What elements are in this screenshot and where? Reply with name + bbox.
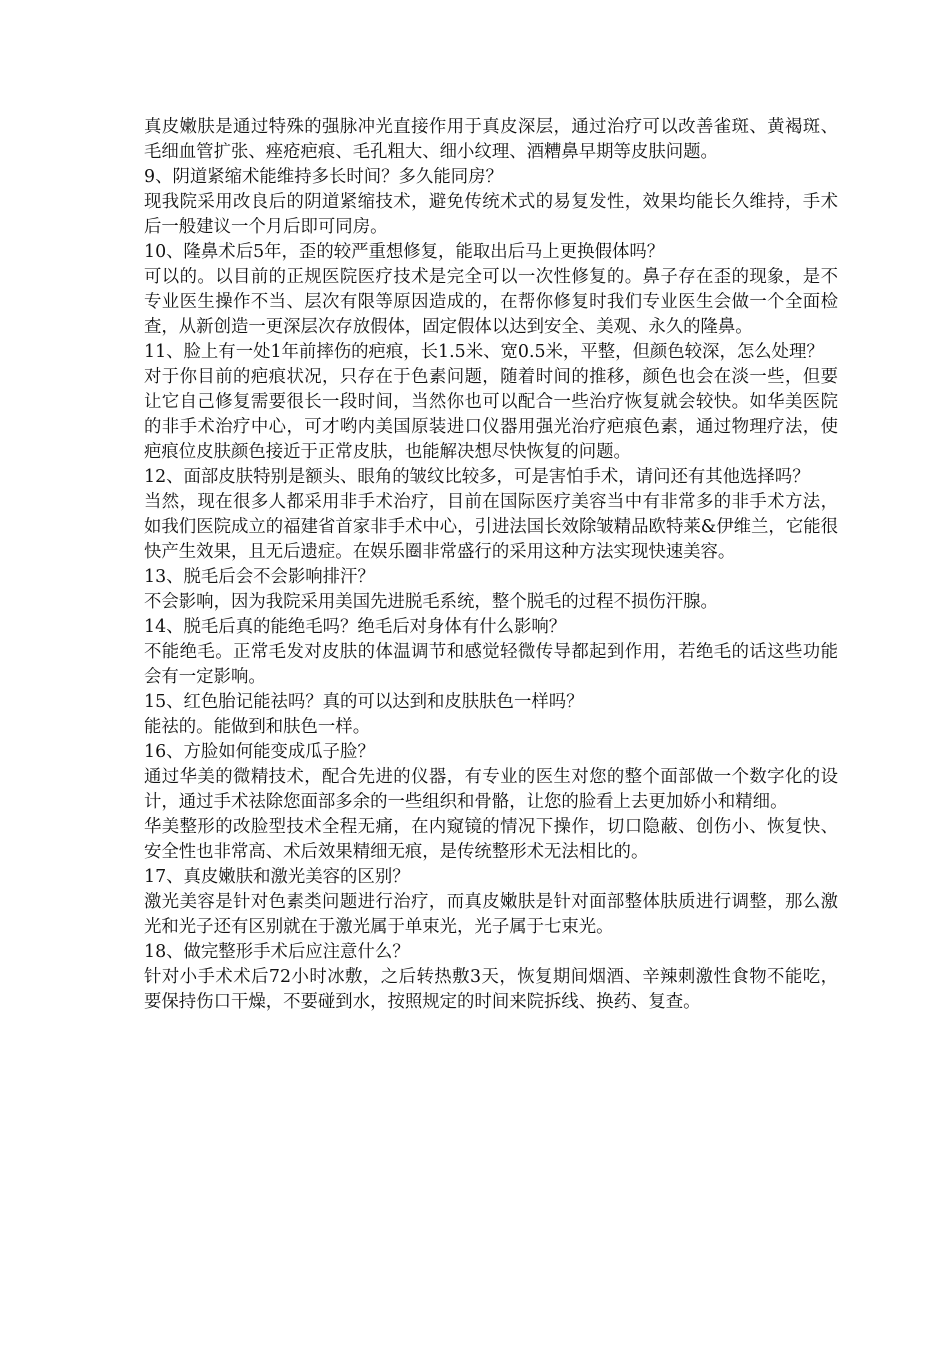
answer-13: 不会影响，因为我院采用美国先进脱毛系统，整个脱毛的过程不损伤汗腺。 [144,592,718,612]
question-12: 12、面部皮肤特别是额头、眼角的皱纹比较多，可是害怕手术，请问还有其他选择吗？ [144,467,810,487]
question-16: 16、方脸如何能变成瓜子脸？ [144,742,375,762]
answer-11: 对于你目前的疤痕状况，只存在于色素问题，随着时间的推移，颜色也会在淡一些，但要让它自己修复需要很长一段时间，当然你也可以配合一些治疗恢复就会较快。如华美医院的非手术治疗中心，可才哟内美国原装进口仪器用强光治疗疤痕色素，通过物理疗法，使疤痕位皮肤颜色接近于正常皮肤，也能解决想尽快恢复的问题。 [144,367,838,462]
answer-10: 可以的。以目前的正规医院医疗技术是完全可以一次性修复的。鼻子存在歪的现象，是不专业医生操作不当、层次有限等原因造成的，在帮你修复时我们专业医生会做一个全面检查，从新创造一更深层次存放假体，固定假体以达到安全、美观、永久的隆鼻。 [144,267,838,337]
answer-14: 不能绝毛。正常毛发对皮肤的体温调节和感觉轻微传导都起到作用，若绝毛的话这些功能会有一定影响。 [144,642,838,687]
document-body [144,115,838,1015]
question-13: 13、脱毛后会不会影响排汗？ [144,567,375,587]
question-10: 10、隆鼻术后5年，歪的较严重想修复，能取出后马上更换假体吗？ [144,242,665,262]
answer-16-part-2: 华美整形的改脸型技术全程无痛，在内窥镜的情况下操作，切口隐蔽、创伤小、恢复快、安全性也非常高、术后效果精细无痕，是传统整形术无法相比的。 [144,817,838,862]
answer-15: 能祛的。能做到和肤色一样。 [144,717,371,737]
answer-9: 现我院采用改良后的阴道紧缩技术，避免传统术式的易复发性，效果均能长久维持，手术后一般建议一个月后即可同房。 [144,192,838,237]
question-17: 17、真皮嫩肤和激光美容的区别？ [144,867,410,887]
answer-17: 激光美容是针对色素类问题进行治疗，而真皮嫩肤是针对面部整体肤质进行调整，那么激光和光子还有区别就在于激光属于单束光，光子属于七束光。 [144,892,838,937]
question-9: 9、阴道紧缩术能维持多长时间？多久能同房？ [144,167,503,187]
question-11: 11、脸上有一处1年前摔伤的疤痕，长1.5米、宽0.5米，平整，但颜色较深，怎么处理？ [144,342,824,362]
question-18: 18、做完整形手术后应注意什么？ [144,942,410,962]
question-14: 14、脱毛后真的能绝毛吗？绝毛后对身体有什么影响？ [144,617,567,637]
paragraph-skin-rejuvenation-intro: 真皮嫩肤是通过特殊的强脉冲光直接作用于真皮深层，通过治疗可以改善雀斑、黄褐斑、毛细血管扩张、痤疮疤痕、毛孔粗大、细小纹理、酒糟鼻早期等皮肤问题。 [144,117,838,162]
question-15: 15、红色胎记能祛吗？真的可以达到和皮肤肤色一样吗？ [144,692,584,712]
answer-16-part-1: 通过华美的微精技术，配合先进的仪器，有专业的医生对您的整个面部做一个数字化的设计，通过手术祛除您面部多余的一些组织和骨骼，让您的脸看上去更加娇小和精细。 [144,767,838,812]
answer-18: 针对小手术术后72小时冰敷，之后转热敷3天，恢复期间烟酒、辛辣刺激性食物不能吃，要保持伤口干燥，不要碰到水，按照规定的时间来院拆线、换药、复查。 [144,967,838,1012]
answer-12: 当然，现在很多人都采用非手术治疗，目前在国际医疗美容当中有非常多的非手术方法，如我们医院成立的福建省首家非手术中心，引进法国长效除皱精品欧特莱&伊维兰，它能很快产生效果，且无后遗症。在娱乐圈非常盛行的采用这种方法实现快速美容。 [144,492,838,562]
